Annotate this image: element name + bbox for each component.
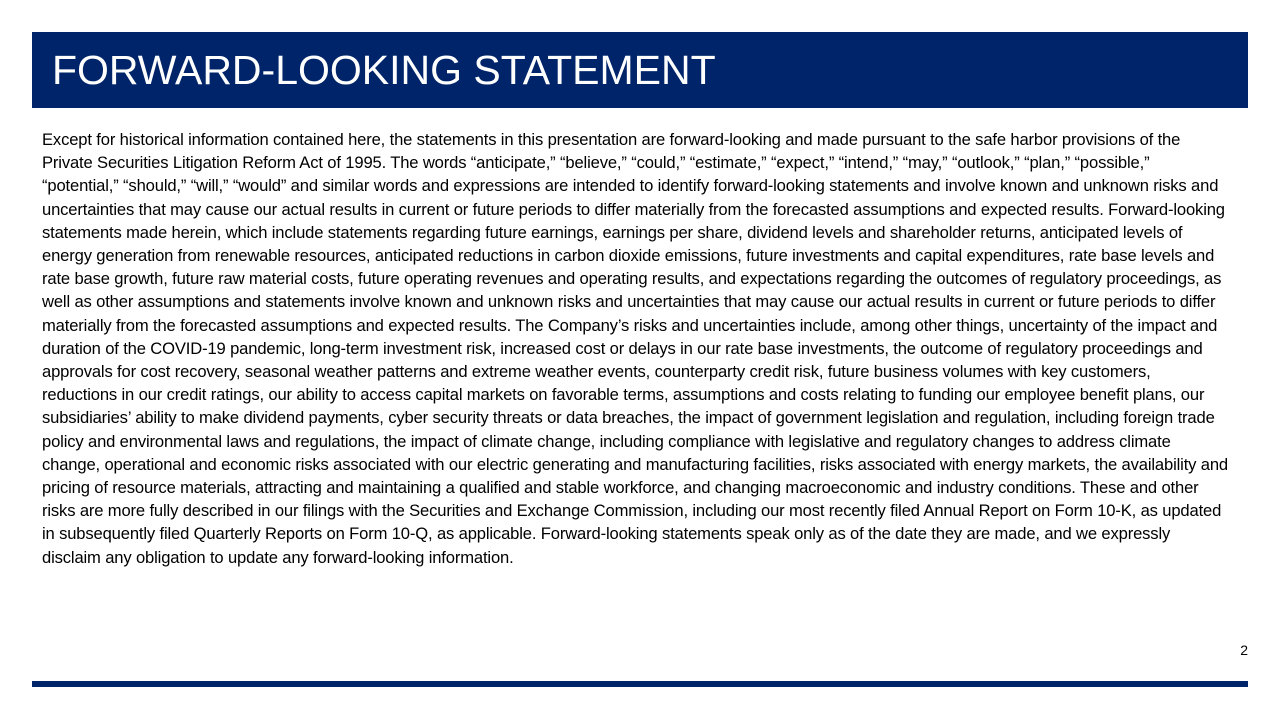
slide-title: FORWARD-LOOKING STATEMENT (52, 47, 716, 93)
title-bar (32, 32, 1248, 108)
page-number: 2 (1240, 642, 1248, 658)
disclaimer-paragraph: Except for historical information contained here, the statements in this presentation are forward-looking and made pursuant to the safe harbor provisions of the Private Securities Litigation Reform Act of 1995. The words “anticipate,” “believe,” “could,” “estimate,” “expect,” “intend,” “may,” “outlook,” “plan,” “possible,” “potential,” “should,” “will,” “would” and similar words and expressions are intended to identify forward-looking statements and involve known and unknown risks and uncertainties that may cause our actual results in current or future periods to differ materially from the forecasted assumptions and expected results. Forward-looking statements made herein, which include statements regarding future earnings, earnings per share, dividend levels and shareholder returns, anticipated levels of energy generation from renewable resources, anticipated reductions in carbon dioxide emissions, future investments and capital expenditures, rate base levels and rate base growth, future raw material costs, future operating revenues and operating results, and expectations regarding the outcomes of regulatory proceedings, as well as other assumptions and statements involve known and unknown risks and uncertainties that may cause our actual results in current or future periods to differ materially from the forecasted assumptions and expected results. The Company’s risks and uncertainties include, among other things, uncertainty of the impact and duration of the COVID-19 pandemic, long-term investment risk, increased cost or delays in our rate base investments, the outcome of regulatory proceedings and approvals for cost recovery, seasonal weather patterns and extreme weather events, counterparty credit risk, future business volumes with key customers, reductions in our credit ratings, our ability to access capital markets on favorable terms, assumptions and costs relating to funding our employee benefit plans, our subsidiaries’ ability to make dividend payments, cyber security threats or data breaches, the impact of government legislation and regulation, including foreign trade policy and environmental laws and regulations, the impact of climate change, including compliance with legislative and regulatory changes to address climate change, operational and economic risks associated with our electric generating and manufacturing facilities, risks associated with energy markets, the availability and pricing of resource materials, attracting and maintaining a qualified and stable workforce, and changing macroeconomic and industry conditions. These and other risks are more fully described in our filings with the Securities and Exchange Commission, including our most recently filed Annual Report on Form 10-K, as updated in subsequently filed Quarterly Reports on Form 10-Q, as applicable. Forward-looking statements speak only as of the date they are made, and we expressly disclaim any obligation to update any forward-looking information. (42, 130, 1229, 567)
footer-divider (32, 681, 1248, 687)
